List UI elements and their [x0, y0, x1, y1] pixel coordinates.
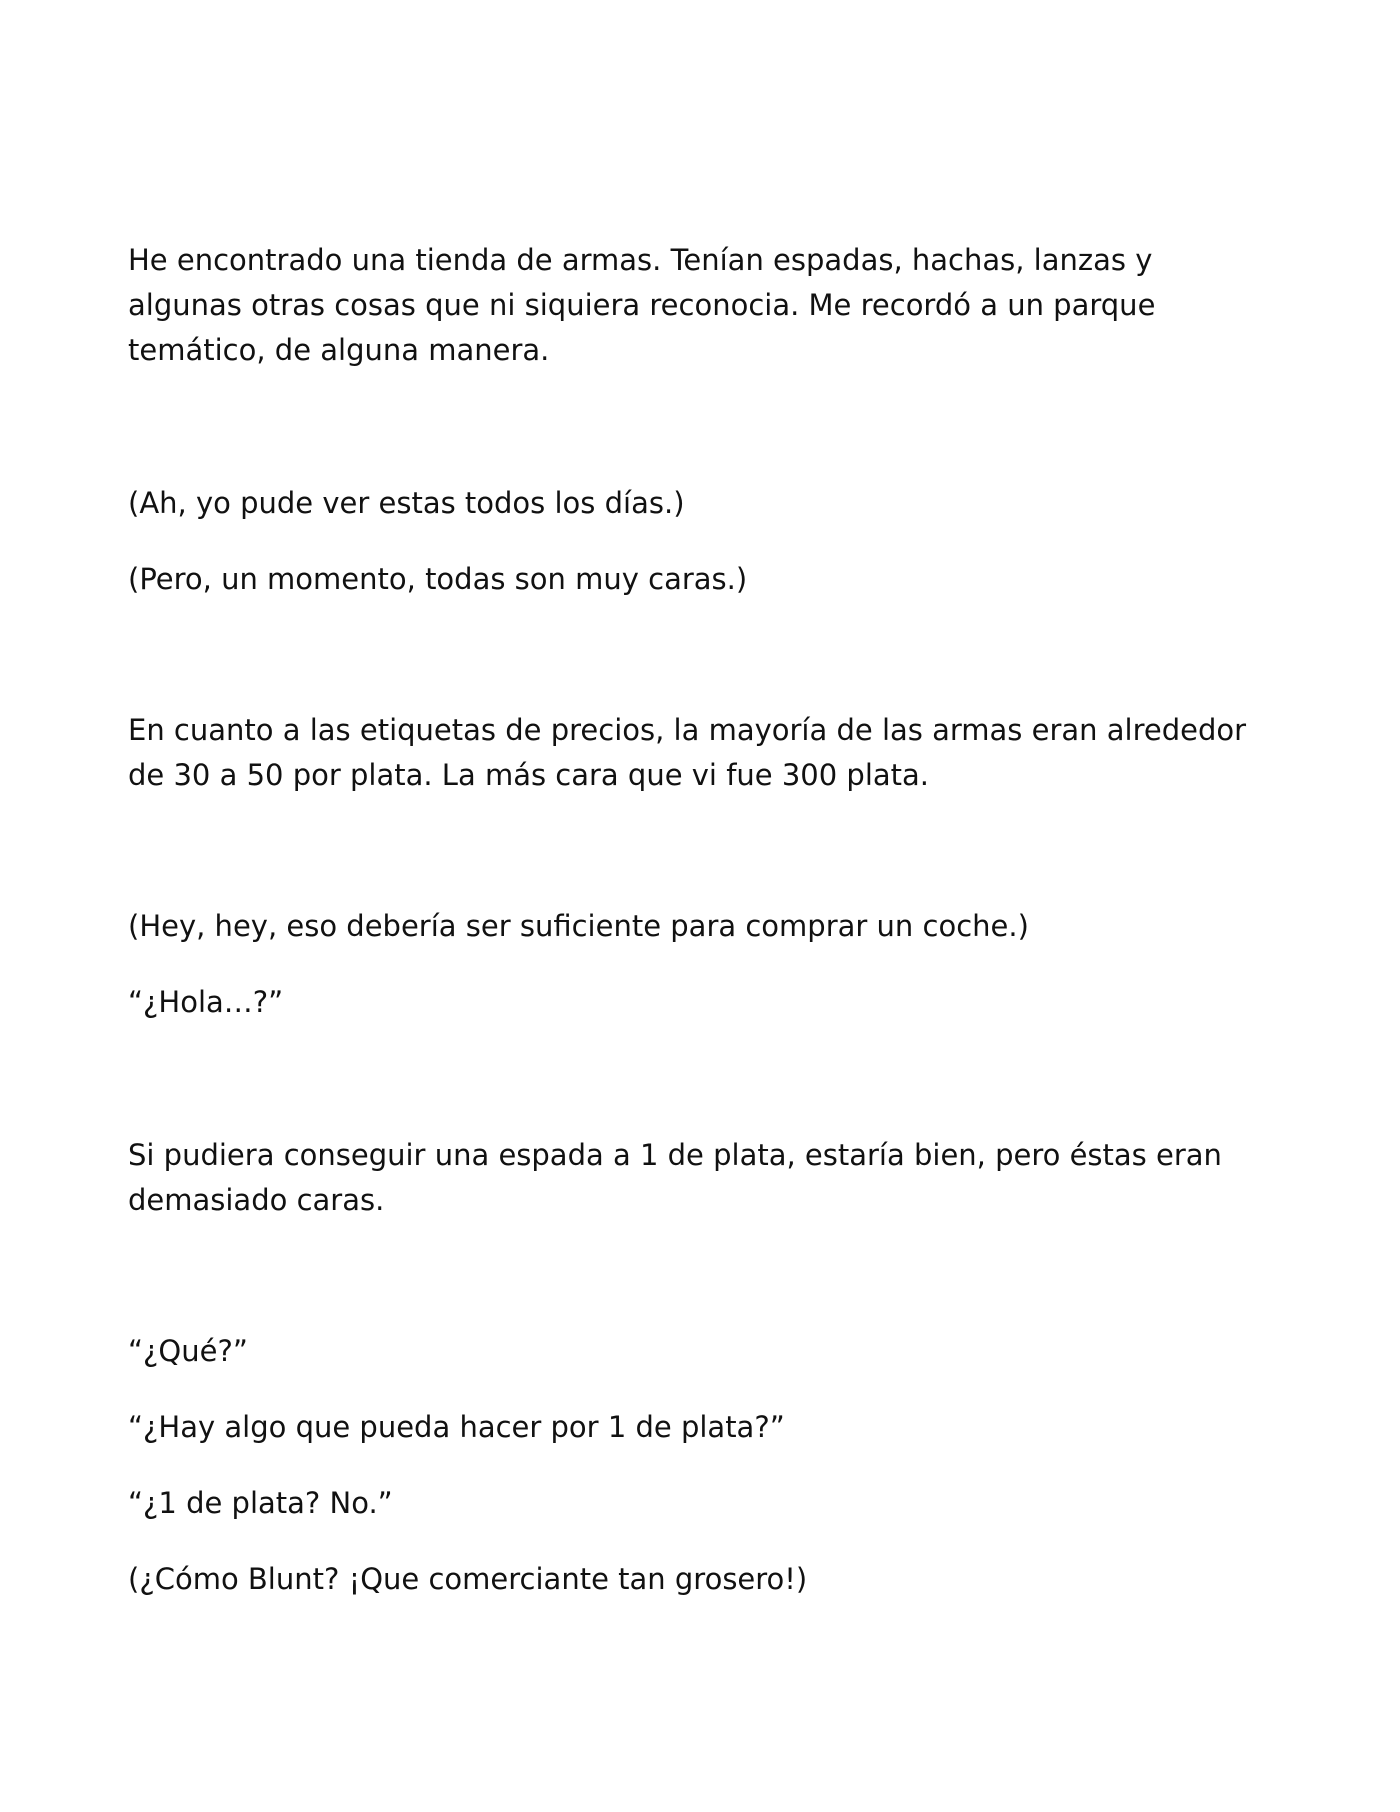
thought-line: (¿Cómo Blunt? ¡Que comerciante tan grosero!): [128, 1562, 808, 1596]
dialogue-line: “¿1 de plata? No.”: [128, 1486, 393, 1520]
dialogue-line: “¿Hay algo que pueda hacer por 1 de plata?”: [128, 1410, 785, 1444]
narration-paragraph: En cuanto a las etiquetas de precios, la mayoría de las armas eran alrededor de 30 a 50 por plata. La más cara que vi fue 300 plata.: [128, 713, 1247, 792]
dialogue-line: “¿Qué?”: [128, 1334, 248, 1368]
narration-paragraph: He encontrado una tienda de armas. Tenían espadas, hachas, lanzas y algunas otras cosas que ni siquiera reconocia. Me recordó a un parque temático, de alguna manera.: [128, 243, 1156, 367]
narration-paragraph: Si pudiera conseguir una espada a 1 de plata, estaría bien, pero éstas eran demasiado caras.: [128, 1138, 1222, 1217]
thought-line: (Hey, hey, eso debería ser suficiente para comprar un coche.): [128, 909, 1029, 943]
dialogue-line: “¿Hola…?”: [128, 985, 284, 1019]
thought-line: (Ah, yo pude ver estas todos los días.): [128, 486, 685, 520]
thought-line: (Pero, un momento, todas son muy caras.): [128, 562, 748, 596]
